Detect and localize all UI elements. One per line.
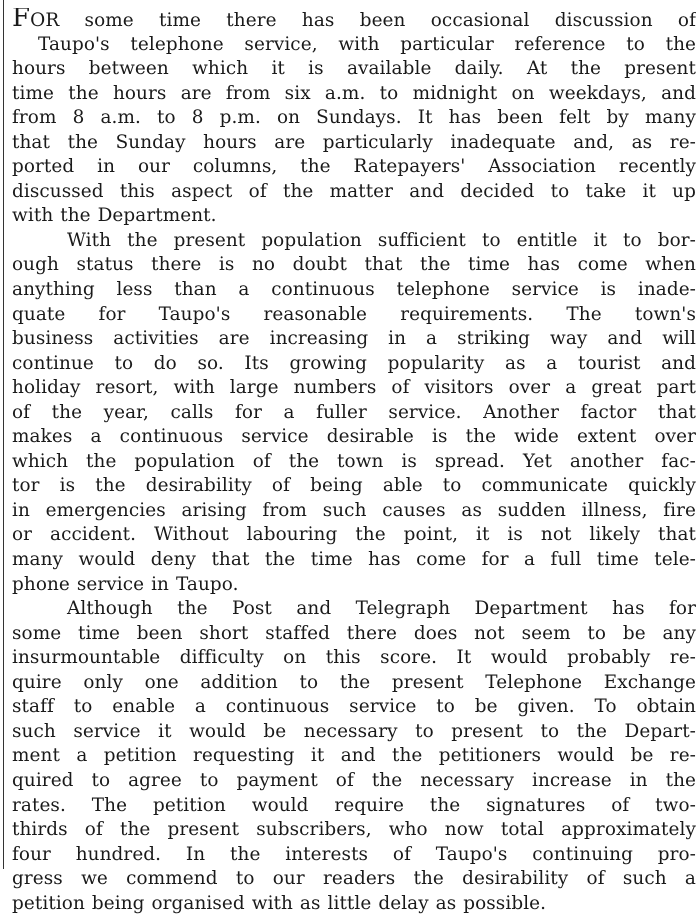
text-line: ment a petition requesting it and the petitioners would be re-: [12, 745, 696, 767]
text-line: quate for Taupo's reasonable requirements. The town's: [12, 303, 696, 325]
text-line: hours between which it is available daily. At the present: [12, 58, 696, 80]
text-line: business activities are increasing in a striking way and will: [12, 328, 696, 350]
text-line: from 8 a.m. to 8 p.m. on Sundays. It has been felt by many: [12, 107, 696, 129]
text-line: which the population of the town is spread. Yet another fac-: [12, 450, 696, 472]
newspaper-article: [12, 8, 696, 916]
text-line: quire only one addition to the present Telephone Exchange: [12, 671, 696, 693]
text-line: phone service in Taupo.: [12, 573, 239, 595]
text-line: thirds of the present subscribers, who now total approximately: [12, 819, 696, 841]
text-line: time the hours are from six a.m. to midnight on weekdays, and: [12, 82, 696, 104]
text-line: Taupo's telephone service, with particular reference to the: [38, 33, 696, 55]
text-line: anything less than a continuous telephone service is inade-: [12, 279, 696, 301]
paragraph-1: [12, 8, 696, 229]
text-line: such service it would be necessary to present to the Depart-: [12, 720, 696, 742]
text-line: Although the Post and Telegraph Department has for: [67, 598, 696, 620]
text-line: ough status there is no doubt that the time has come when: [12, 254, 696, 276]
text-line: some time been short staffed there does not seem to be any: [12, 622, 696, 644]
text-line: With the present population sufficient to entitle it to bor-: [67, 229, 696, 251]
text-line: insurmountable difficulty on this score. It would probably re-: [12, 647, 696, 669]
text-line: continue to do so. Its growing popularity as a tourist and: [12, 352, 696, 374]
text-line: many would deny that the time has come for a full time tele-: [12, 549, 696, 571]
text-line: tor is the desirability of being able to communicate quickly: [12, 475, 696, 497]
text-line: FOR some time there has been occasional discussion of: [12, 8, 696, 33]
text-line: quired to agree to payment of the necessary increase in the: [12, 769, 696, 791]
paragraph-3: [12, 597, 696, 916]
text-line: in emergencies arising from such causes as sudden illness, fire: [12, 499, 696, 521]
text-line: or accident. Without labouring the point, it is not likely that: [12, 524, 696, 546]
text-line: petition being organised with as little delay as possible.: [12, 892, 547, 914]
text-line: holiday resort, with large numbers of visitors over a great part: [12, 377, 696, 399]
text-line: staff to enable a continuous service to be given. To obtain: [12, 696, 696, 718]
text-line: gress we commend to our readers the desirability of such a: [12, 868, 696, 890]
text-line: with the Department.: [12, 205, 217, 227]
text-line: rates. The petition would require the signatures of two-: [12, 794, 696, 816]
text-line: makes a continuous service desirable is the wide extent over: [12, 426, 696, 448]
text-line: discussed this aspect of the matter and decided to take it up: [12, 180, 696, 202]
paragraph-2: [12, 229, 696, 597]
text-line: of the year, calls for a fuller service. Another factor that: [12, 401, 696, 423]
text-line: four hundred. In the interests of Taupo's continuing pro-: [12, 843, 696, 865]
column-rule: [3, 0, 4, 869]
text-line: ported in our columns, the Ratepayers' Association recently: [12, 156, 696, 178]
initial-letter: F: [12, 8, 31, 33]
text-line: that the Sunday hours are particularly inadequate and, as re-: [12, 131, 696, 153]
